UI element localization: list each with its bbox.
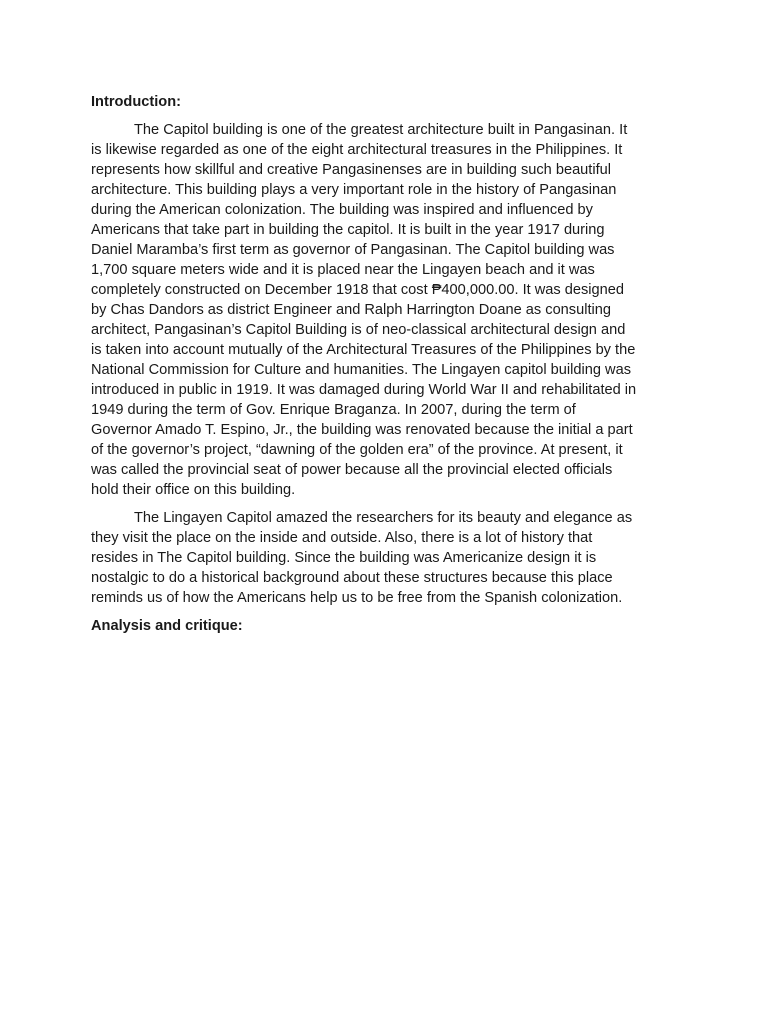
introduction-paragraph-1 bbox=[91, 120, 681, 500]
introduction-paragraph-2 bbox=[91, 508, 681, 608]
text-line: Americans that take part in building the capitol. It is built in the year 1917 during bbox=[91, 222, 605, 238]
text-line: by Chas Dandors as district Engineer and Ralph Harrington Doane as consulting bbox=[91, 302, 611, 318]
text-line: is likewise regarded as one of the eight architectural treasures in the Philippines. It bbox=[91, 142, 623, 158]
text-line: hold their office on this building. bbox=[91, 482, 296, 498]
introduction-heading: Introduction: bbox=[91, 94, 181, 110]
text-line: The Lingayen Capitol amazed the researchers for its beauty and elegance as bbox=[134, 510, 633, 526]
text-line: architecture. This building plays a very important role in the history of Pangasinan bbox=[91, 182, 617, 198]
text-line: completely constructed on December 1918 that cost ₱400,000.00. It was designed bbox=[91, 282, 624, 298]
text-line: architect, Pangasinan’s Capitol Building is of neo-classical architectural design and bbox=[91, 322, 626, 338]
text-line: National Commission for Culture and humanities. The Lingayen capitol building was bbox=[91, 362, 631, 378]
text-line: nostalgic to do a historical background about these structures because this place bbox=[91, 570, 613, 586]
analysis-heading: Analysis and critique: bbox=[91, 618, 243, 634]
text-line: Daniel Maramba’s first term as governor of Pangasinan. The Capitol building was bbox=[91, 242, 615, 258]
document-body bbox=[91, 92, 681, 644]
text-line: was called the provincial seat of power because all the provincial elected officials bbox=[91, 462, 613, 478]
text-line: reminds us of how the Americans help us to be free from the Spanish colonization. bbox=[91, 590, 623, 606]
text-line: The Capitol building is one of the greatest architecture built in Pangasinan. It bbox=[134, 122, 628, 138]
text-line: during the American colonization. The building was inspired and influenced by bbox=[91, 202, 593, 218]
text-line: Governor Amado T. Espino, Jr., the building was renovated because the initial a part bbox=[91, 422, 633, 438]
text-line: 1949 during the term of Gov. Enrique Braganza. In 2007, during the term of bbox=[91, 402, 576, 418]
text-line: represents how skillful and creative Pangasinenses are in building such beautiful bbox=[91, 162, 612, 178]
text-line: resides in The Capitol building. Since the building was Americanize design it is bbox=[91, 550, 597, 566]
text-line: they visit the place on the inside and outside. Also, there is a lot of history that bbox=[91, 530, 593, 546]
text-line: introduced in public in 1919. It was damaged during World War II and rehabilitated in bbox=[91, 382, 637, 398]
text-line: 1,700 square meters wide and it is placed near the Lingayen beach and it was bbox=[91, 262, 595, 278]
text-line: of the governor’s project, “dawning of the golden era” of the province. At present, it bbox=[91, 442, 623, 458]
text-line: is taken into account mutually of the Architectural Treasures of the Philippines by the bbox=[91, 342, 636, 358]
